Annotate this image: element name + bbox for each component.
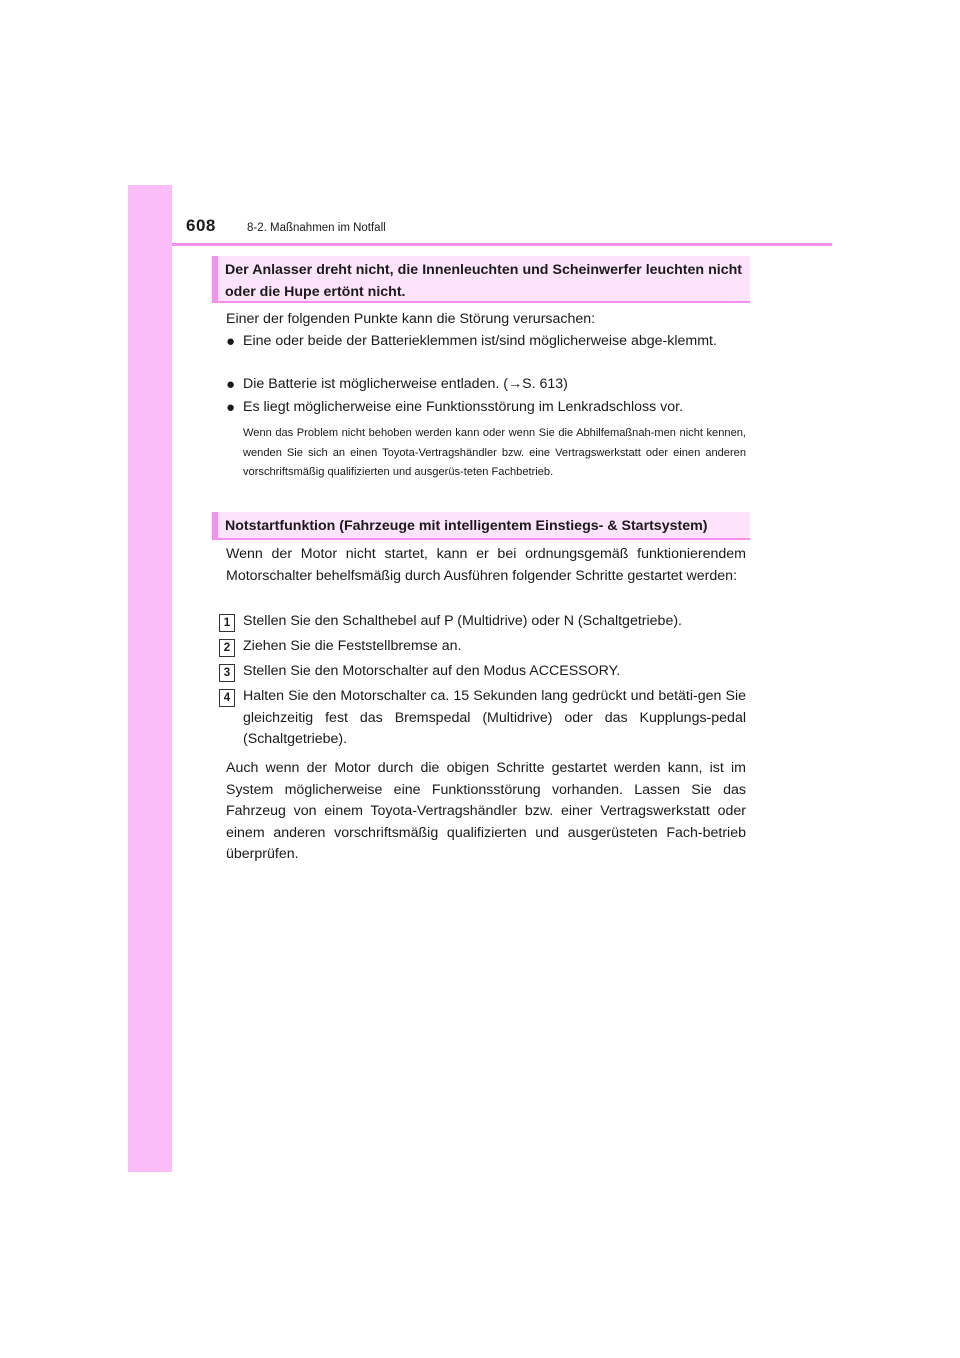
list-item — [226, 397, 746, 419]
step-text: Halten Sie den Motorschalter ca. 15 Sekunden lang gedrückt und betäti-gen Sie gleichzeitig fest das Bremspedal (Multidrive) oder das Kupplungs-pedal (Schaltgetriebe). — [243, 688, 746, 747]
section-title: 8-2. Maßnahmen im Notfall — [247, 222, 386, 234]
step-item — [219, 686, 746, 751]
step-text: Ziehen Sie die Feststellbremse an. — [243, 638, 462, 654]
list-item — [226, 331, 746, 353]
step-item — [219, 636, 746, 658]
step-number-badge: 2 — [219, 639, 235, 657]
bullet-icon: ● — [226, 376, 236, 393]
step-number-badge: 3 — [219, 664, 235, 682]
section-heading-emergency-start: Notstartfunktion (Fahrzeuge mit intelligentem Einstiegs- & Startsystem) — [212, 512, 750, 540]
step-item — [219, 611, 746, 633]
step-text: Stellen Sie den Motorschalter auf den Modus ACCESSORY. — [243, 663, 621, 679]
closing-paragraph: Auch wenn der Motor durch die obigen Schritte gestartet werden kann, ist im System möglicherweise eine Funktionsstörung vorhanden. Lassen Sie das Fahrzeug von einem Toyota-Vertragshändler bzw. einer Vertragswerkstatt oder einem anderen vorschriftsmäßig qualifizierten und ausgerüsteten Fach-betrieb überprüfen. — [226, 760, 746, 862]
list-item — [226, 374, 746, 396]
intro-paragraph: Einer der folgenden Punkte kann die Störung verursachen: — [226, 311, 596, 327]
list-item-text: Die Batterie ist möglicherweise entladen. (→S. 613) — [243, 376, 568, 392]
section-heading-starter: Der Anlasser dreht nicht, die Innenleuchten und Scheinwerfer leuchten nicht oder die Hupe ertönt nicht. — [212, 256, 750, 303]
step-text: Stellen Sie den Schalthebel auf P (Multidrive) oder N (Schaltgetriebe). — [243, 613, 682, 629]
list-item-text: Es liegt möglicherweise eine Funktionsstörung im Lenkradschloss vor. — [243, 399, 684, 415]
note-paragraph: Wenn das Problem nicht behoben werden kann oder wenn Sie die Abhilfemaßnah-men nicht kennen, wenden Sie sich an einen Toyota-Vertragshändler bzw. eine Vertragswerkstatt oder einen anderen vorschriftsmäßig qualifizierten und ausgerüs-teten Fachbetrieb. — [243, 427, 746, 479]
bullet-icon: ● — [226, 333, 236, 350]
page-number: 608 — [186, 216, 216, 235]
list-item-text: Eine oder beide der Batterieklemmen ist/sind möglicherweise abge-klemmt. — [243, 333, 717, 349]
step-item — [219, 661, 746, 683]
step-number-badge: 4 — [219, 689, 235, 707]
intro-paragraph: Wenn der Motor nicht startet, kann er bei ordnungsgemäß funktionierendem Motorschalter behelfsmäßig durch Ausführen folgender Schritte gestartet werden: — [226, 546, 746, 584]
side-color-band — [128, 185, 172, 1172]
step-number-badge: 1 — [219, 614, 235, 632]
bullet-icon: ● — [226, 399, 236, 416]
header-rule — [172, 243, 832, 246]
